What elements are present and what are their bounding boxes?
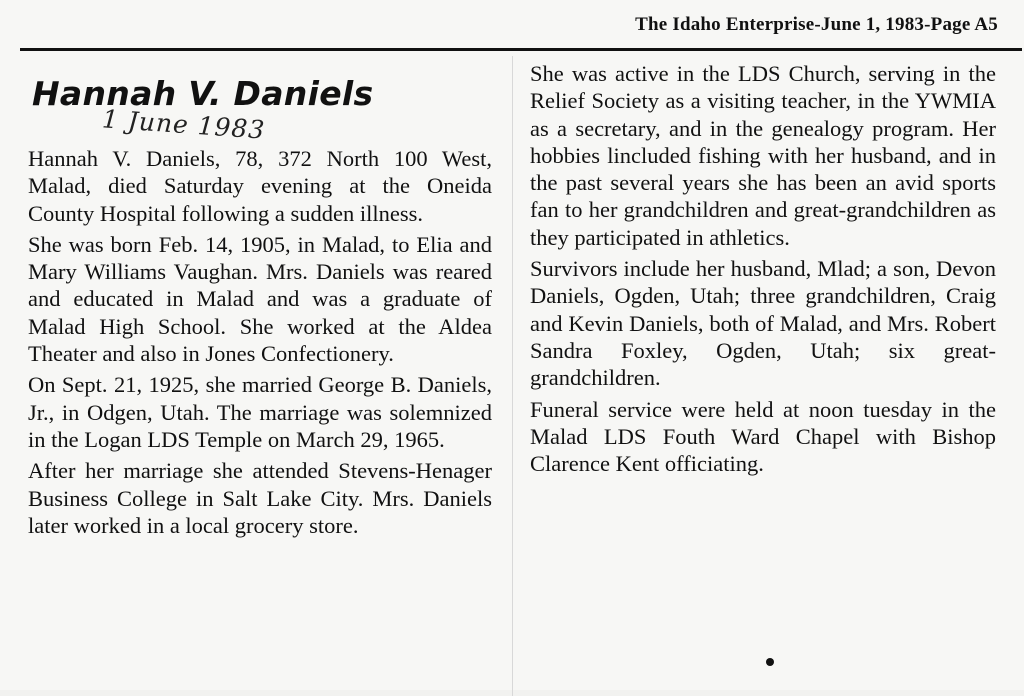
newspaper-masthead: The Idaho Enterprise-June 1, 1983-Page A5 [635,14,998,35]
paragraph: Hannah V. Daniels, 78, 372 North 100 West, Malad, died Saturday evening at the Oneida County Hospital following a sudden illness. [28,146,492,226]
paragraph: Funeral service were held at noon tuesday in the Malad LDS Fouth Ward Chapel with Bishop Clarence Kent officiating. [530,396,996,477]
paragraph: Survivors include her husband, Mlad; a son, Devon Daniels, Ogden, Utah; three grandchildren, Craig and Kevin Daniels, both of Malad, and Mrs. Robert Sandra Foxley, Ogden, Utah; six great-grandchildren. [530,256,996,391]
paragraph: She was born Feb. 14, 1905, in Malad, to Elia and Mary Williams Vaughan. Mrs. Daniels was reared and educated in Malad and was a graduate of Malad High School. She worked at the Aldea Theater and also in Jones Confectionery. [28,231,492,367]
paragraph: She was active in the LDS Church, serving in the Relief Society as a visiting teacher, in the YWMIA as a secretary, and in the genealogy program. Her hobbies lincluded fishing with her husband, and in the past several years she has been an avid sports fan to her grandchildren and great-grandchildren as they participated in athletics. [530,61,996,250]
paragraph: After her marriage she attended Stevens-Henager Business College in Salt Lake City. Mrs. Daniels later worked in a local grocery store. [28,458,492,538]
column-divider [512,56,513,696]
obituary-headline: Hannah V. Daniels [32,74,374,113]
handwritten-date-note: 1 June 1983 [101,104,267,145]
paragraph: On Sept. 21, 1925, she married George B. Daniels, Jr., in Odgen, Utah. The marriage was solemnized in the Logan LDS Temple on March 29, 1965. [28,372,492,452]
masthead-rule [20,48,1022,51]
ink-dot [766,658,774,666]
right-column [530,60,996,481]
left-column [28,145,492,543]
